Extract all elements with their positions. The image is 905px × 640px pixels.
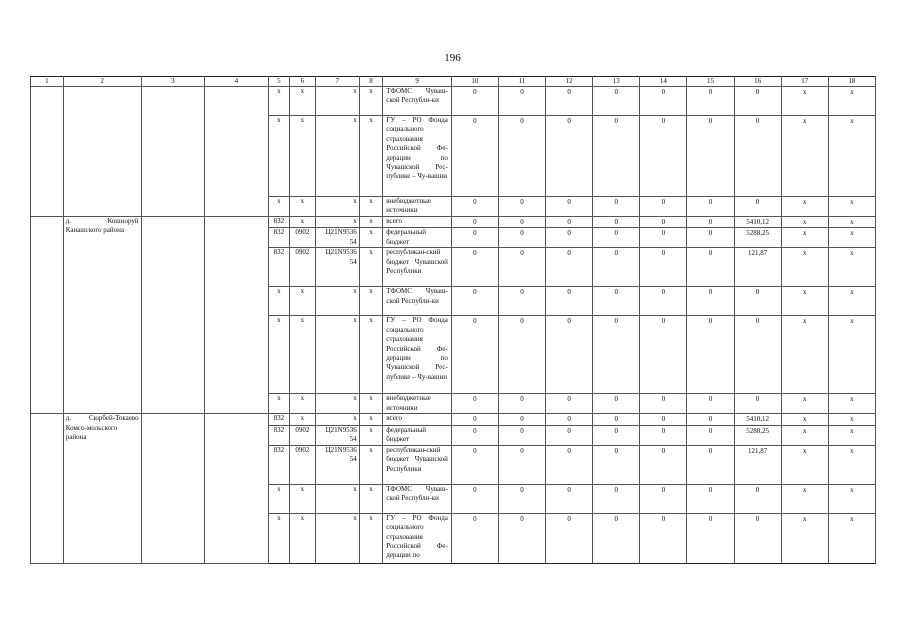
target-code-cell: x — [315, 287, 359, 316]
empty-cell-4 — [205, 217, 269, 414]
empty-cell-3 — [141, 87, 205, 217]
value-cell-10: 0 — [451, 394, 498, 414]
section-code-cell: 0902 — [290, 445, 316, 484]
grbs-code-cell: x — [268, 116, 290, 197]
value-cell-17: x — [781, 484, 828, 513]
target-code-cell: Ц21N9536 54 — [315, 248, 359, 287]
expense-type-cell: x — [359, 228, 383, 248]
column-number-11: 11 — [498, 77, 545, 87]
column-number-header — [31, 77, 876, 87]
value-cell-13: 0 — [593, 116, 640, 197]
target-code-cell: x — [315, 484, 359, 513]
value-cell-13: 0 — [593, 217, 640, 228]
value-cell-10: 0 — [451, 217, 498, 228]
column-number-10: 10 — [451, 77, 498, 87]
value-cell-12: 0 — [546, 116, 593, 197]
value-cell-15: 0 — [687, 116, 734, 197]
value-cell-12: 0 — [546, 414, 593, 425]
value-cell-14: 0 — [640, 484, 687, 513]
grbs-code-cell: 832 — [268, 248, 290, 287]
value-cell-11: 0 — [498, 228, 545, 248]
funding-source-cell: ТФОМС Чуваш-ской Республи-ки — [383, 87, 452, 116]
column-number-2: 2 — [63, 77, 141, 87]
value-cell-16: 0 — [734, 287, 781, 316]
value-cell-14: 0 — [640, 425, 687, 445]
value-cell-16: 0 — [734, 197, 781, 217]
column-number-16: 16 — [734, 77, 781, 87]
value-cell-16: 0 — [734, 116, 781, 197]
funding-source-cell: ГУ – РО Фонда социального страхования Российской Фе-дерации по Чувашской Рес-публике – Чу-вашии — [383, 316, 452, 394]
value-cell-15: 0 — [687, 217, 734, 228]
budget-table — [30, 76, 876, 564]
value-cell-12: 0 — [546, 87, 593, 116]
value-cell-16: 5410,12 — [734, 217, 781, 228]
value-cell-12: 0 — [546, 287, 593, 316]
value-cell-14: 0 — [640, 87, 687, 116]
value-cell-15: 0 — [687, 414, 734, 425]
row-number-cell — [31, 217, 64, 414]
value-cell-10: 0 — [451, 228, 498, 248]
expense-type-cell: x — [359, 513, 383, 563]
funding-source-cell: ТФОМС Чуваш-ской Республи-ки — [383, 287, 452, 316]
value-cell-14: 0 — [640, 445, 687, 484]
value-cell-13: 0 — [593, 445, 640, 484]
value-cell-17: x — [781, 87, 828, 116]
value-cell-18: x — [828, 197, 875, 217]
value-cell-17: x — [781, 197, 828, 217]
column-number-8: 8 — [359, 77, 383, 87]
expense-type-cell: x — [359, 425, 383, 445]
empty-cell-3 — [141, 414, 205, 563]
value-cell-11: 0 — [498, 87, 545, 116]
value-cell-10: 0 — [451, 316, 498, 394]
expense-type-cell: x — [359, 394, 383, 414]
grbs-code-cell: x — [268, 197, 290, 217]
table-row — [31, 217, 876, 228]
value-cell-13: 0 — [593, 87, 640, 116]
value-cell-17: x — [781, 394, 828, 414]
value-cell-15: 0 — [687, 87, 734, 116]
value-cell-17: x — [781, 513, 828, 563]
column-number-6: 6 — [290, 77, 316, 87]
value-cell-11: 0 — [498, 316, 545, 394]
value-cell-18: x — [828, 425, 875, 445]
value-cell-17: x — [781, 228, 828, 248]
value-cell-17: x — [781, 425, 828, 445]
column-number-7: 7 — [315, 77, 359, 87]
value-cell-18: x — [828, 87, 875, 116]
section-code-cell: x — [290, 316, 316, 394]
value-cell-17: x — [781, 217, 828, 228]
funding-source-cell: всего — [383, 414, 452, 425]
grbs-code-cell: 832 — [268, 228, 290, 248]
value-cell-16: 0 — [734, 394, 781, 414]
expense-type-cell: x — [359, 248, 383, 287]
value-cell-12: 0 — [546, 513, 593, 563]
grbs-code-cell: x — [268, 287, 290, 316]
value-cell-10: 0 — [451, 197, 498, 217]
value-cell-15: 0 — [687, 316, 734, 394]
expense-type-cell: x — [359, 116, 383, 197]
value-cell-18: x — [828, 394, 875, 414]
table-row — [31, 87, 876, 116]
value-cell-17: x — [781, 287, 828, 316]
value-cell-13: 0 — [593, 248, 640, 287]
value-cell-12: 0 — [546, 394, 593, 414]
section-code-cell: x — [290, 197, 316, 217]
value-cell-12: 0 — [546, 445, 593, 484]
empty-cell-4 — [205, 87, 269, 217]
section-code-cell: 0902 — [290, 228, 316, 248]
value-cell-16: 0 — [734, 87, 781, 116]
grbs-code-cell: x — [268, 316, 290, 394]
column-number-4: 4 — [205, 77, 269, 87]
target-code-cell: Ц21N9536 54 — [315, 445, 359, 484]
value-cell-14: 0 — [640, 287, 687, 316]
row-number-cell — [31, 87, 64, 217]
grbs-code-cell: 832 — [268, 445, 290, 484]
value-cell-15: 0 — [687, 197, 734, 217]
funding-source-cell: внебюджетные источники — [383, 197, 452, 217]
column-number-18: 18 — [828, 77, 875, 87]
value-cell-15: 0 — [687, 445, 734, 484]
value-cell-17: x — [781, 248, 828, 287]
value-cell-18: x — [828, 116, 875, 197]
value-cell-12: 0 — [546, 425, 593, 445]
column-number-9: 9 — [383, 77, 452, 87]
column-number-5: 5 — [268, 77, 290, 87]
value-cell-10: 0 — [451, 287, 498, 316]
value-cell-12: 0 — [546, 197, 593, 217]
target-code-cell: x — [315, 217, 359, 228]
target-code-cell: x — [315, 394, 359, 414]
value-cell-11: 0 — [498, 513, 545, 563]
value-cell-18: x — [828, 248, 875, 287]
empty-cell-4 — [205, 414, 269, 563]
value-cell-16: 0 — [734, 513, 781, 563]
expense-type-cell: x — [359, 197, 383, 217]
funding-source-cell: внебюджетные источники — [383, 394, 452, 414]
target-code-cell: x — [315, 316, 359, 394]
value-cell-12: 0 — [546, 316, 593, 394]
funding-source-cell: ГУ – РО Фонда социального страхования Российской Фе-дерации по Чувашской Рес-публике – Чу-вашии — [383, 116, 452, 197]
value-cell-11: 0 — [498, 287, 545, 316]
value-cell-13: 0 — [593, 394, 640, 414]
value-cell-14: 0 — [640, 316, 687, 394]
value-cell-18: x — [828, 414, 875, 425]
grbs-code-cell: x — [268, 513, 290, 563]
target-code-cell: x — [315, 414, 359, 425]
column-number-14: 14 — [640, 77, 687, 87]
section-code-cell: x — [290, 414, 316, 425]
section-code-cell: x — [290, 287, 316, 316]
column-number-17: 17 — [781, 77, 828, 87]
section-code-cell: 0902 — [290, 425, 316, 445]
value-cell-11: 0 — [498, 217, 545, 228]
section-code-cell: x — [290, 87, 316, 116]
section-code-cell: 0902 — [290, 248, 316, 287]
section-code-cell: x — [290, 484, 316, 513]
target-code-cell: x — [315, 513, 359, 563]
value-cell-10: 0 — [451, 484, 498, 513]
value-cell-18: x — [828, 217, 875, 228]
value-cell-10: 0 — [451, 87, 498, 116]
value-cell-11: 0 — [498, 445, 545, 484]
expense-type-cell: x — [359, 445, 383, 484]
object-name-cell: д. Сюрбей-Токаево Комсо-мольского района — [63, 414, 141, 563]
value-cell-15: 0 — [687, 248, 734, 287]
column-number-12: 12 — [546, 77, 593, 87]
value-cell-16: 5288,25 — [734, 228, 781, 248]
value-cell-17: x — [781, 445, 828, 484]
target-code-cell: Ц21N9536 54 — [315, 425, 359, 445]
value-cell-12: 0 — [546, 248, 593, 287]
value-cell-17: x — [781, 316, 828, 394]
funding-source-cell: федеральный бюджет — [383, 425, 452, 445]
value-cell-16: 121,87 — [734, 445, 781, 484]
target-code-cell: x — [315, 197, 359, 217]
target-code-cell: x — [315, 87, 359, 116]
object-name-cell: д. Кошноруй Канашского района — [63, 217, 141, 414]
target-code-cell: x — [315, 116, 359, 197]
value-cell-11: 0 — [498, 197, 545, 217]
value-cell-18: x — [828, 484, 875, 513]
grbs-code-cell: 832 — [268, 414, 290, 425]
funding-source-cell: федеральный бюджет — [383, 228, 452, 248]
value-cell-10: 0 — [451, 248, 498, 287]
value-cell-15: 0 — [687, 425, 734, 445]
expense-type-cell: x — [359, 217, 383, 228]
grbs-code-cell: 832 — [268, 217, 290, 228]
value-cell-11: 0 — [498, 248, 545, 287]
value-cell-11: 0 — [498, 425, 545, 445]
expense-type-cell: x — [359, 484, 383, 513]
table-row — [31, 414, 876, 425]
value-cell-18: x — [828, 287, 875, 316]
value-cell-18: x — [828, 513, 875, 563]
value-cell-12: 0 — [546, 217, 593, 228]
value-cell-13: 0 — [593, 316, 640, 394]
value-cell-11: 0 — [498, 414, 545, 425]
value-cell-17: x — [781, 116, 828, 197]
value-cell-13: 0 — [593, 414, 640, 425]
column-number-1: 1 — [31, 77, 64, 87]
row-number-cell — [31, 414, 64, 563]
funding-source-cell: всего — [383, 217, 452, 228]
section-code-cell: x — [290, 116, 316, 197]
value-cell-10: 0 — [451, 414, 498, 425]
value-cell-14: 0 — [640, 248, 687, 287]
value-cell-12: 0 — [546, 484, 593, 513]
column-number-15: 15 — [687, 77, 734, 87]
value-cell-10: 0 — [451, 116, 498, 197]
value-cell-15: 0 — [687, 394, 734, 414]
grbs-code-cell: x — [268, 484, 290, 513]
value-cell-14: 0 — [640, 414, 687, 425]
section-code-cell: x — [290, 513, 316, 563]
value-cell-16: 5410,12 — [734, 414, 781, 425]
expense-type-cell: x — [359, 316, 383, 394]
value-cell-10: 0 — [451, 425, 498, 445]
value-cell-11: 0 — [498, 484, 545, 513]
value-cell-17: x — [781, 414, 828, 425]
grbs-code-cell: 832 — [268, 425, 290, 445]
expense-type-cell: x — [359, 87, 383, 116]
value-cell-16: 121,87 — [734, 248, 781, 287]
value-cell-13: 0 — [593, 513, 640, 563]
value-cell-10: 0 — [451, 445, 498, 484]
funding-source-cell: республикан-ский бюджет Чувашской Республики — [383, 445, 452, 484]
value-cell-18: x — [828, 445, 875, 484]
value-cell-13: 0 — [593, 197, 640, 217]
grbs-code-cell: x — [268, 394, 290, 414]
value-cell-16: 0 — [734, 484, 781, 513]
value-cell-14: 0 — [640, 116, 687, 197]
funding-source-cell: ГУ – РО Фонда социального страхования Российской Фе-дерации по — [383, 513, 452, 563]
value-cell-14: 0 — [640, 513, 687, 563]
page-number: 196 — [444, 52, 461, 64]
value-cell-13: 0 — [593, 484, 640, 513]
value-cell-15: 0 — [687, 513, 734, 563]
value-cell-13: 0 — [593, 287, 640, 316]
section-code-cell: x — [290, 217, 316, 228]
expense-type-cell: x — [359, 414, 383, 425]
value-cell-16: 5288,25 — [734, 425, 781, 445]
object-name-cell — [63, 87, 141, 217]
expense-type-cell: x — [359, 287, 383, 316]
value-cell-16: 0 — [734, 316, 781, 394]
value-cell-15: 0 — [687, 484, 734, 513]
column-number-13: 13 — [593, 77, 640, 87]
section-code-cell: x — [290, 394, 316, 414]
value-cell-11: 0 — [498, 394, 545, 414]
grbs-code-cell: x — [268, 87, 290, 116]
value-cell-15: 0 — [687, 287, 734, 316]
value-cell-14: 0 — [640, 394, 687, 414]
value-cell-14: 0 — [640, 197, 687, 217]
value-cell-18: x — [828, 316, 875, 394]
value-cell-14: 0 — [640, 217, 687, 228]
value-cell-15: 0 — [687, 228, 734, 248]
funding-source-cell: ТФОМС Чуваш-ской Республи-ки — [383, 484, 452, 513]
value-cell-12: 0 — [546, 228, 593, 248]
value-cell-11: 0 — [498, 116, 545, 197]
value-cell-13: 0 — [593, 228, 640, 248]
target-code-cell: Ц21N9536 54 — [315, 228, 359, 248]
value-cell-10: 0 — [451, 513, 498, 563]
empty-cell-3 — [141, 217, 205, 414]
funding-source-cell: республикан-ский бюджет Чувашской Республики — [383, 248, 452, 287]
value-cell-13: 0 — [593, 425, 640, 445]
column-number-3: 3 — [141, 77, 205, 87]
value-cell-14: 0 — [640, 228, 687, 248]
value-cell-18: x — [828, 228, 875, 248]
